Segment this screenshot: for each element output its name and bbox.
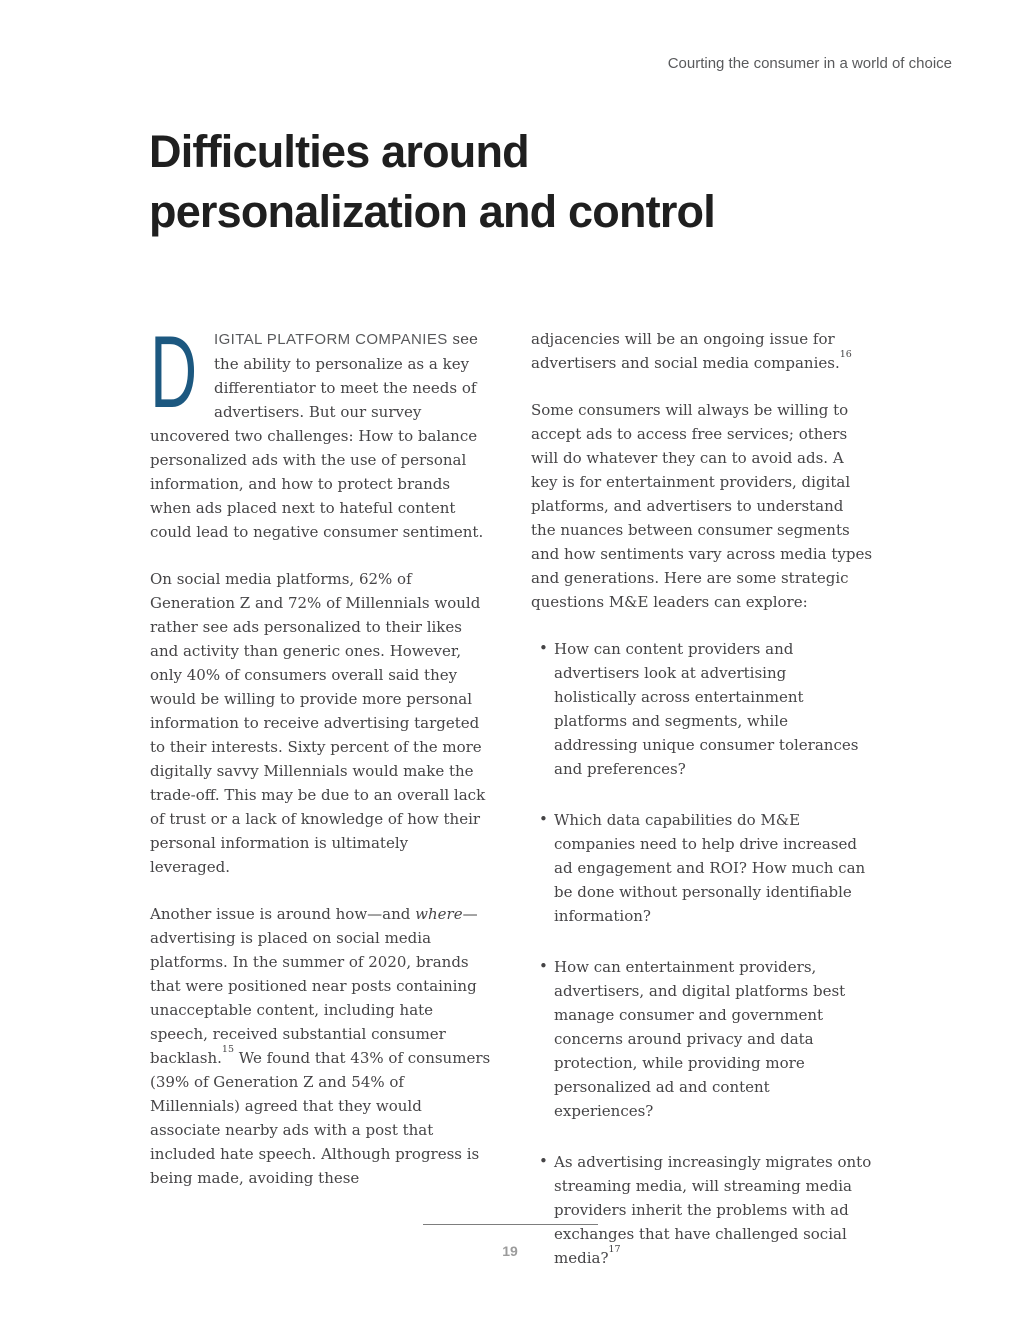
page-title [149,122,715,242]
paragraph-text: —advertising is placed on social media platforms. In the summer of 2020, brands that were positioned near posts containing unacceptable content, including hate speech, received substantial consumer backlash. [150,905,478,1067]
paragraph-intro [150,315,491,544]
drop-cap-letter: D [150,315,198,429]
paragraph: On social media platforms, 62% of Generation Z and 72% of Millennials would rather see ads personalized to their likes and activity than generic ones. However, only 40% of consumers overall said they would be willing to provide more personal information to receive advertising targeted to their interests. Sixty percent of the more digitally savvy Millennials would make the trade-off. This may be due to an overall lack of trust or a lack of knowledge of how their personal information is ultimately leveraged. [150,570,486,876]
lead-in-caps: IGITAL PLATFORM COMPANIES [214,331,448,348]
bullet-item [531,808,872,928]
paragraph-text: Another issue is around how—and [150,905,416,923]
bullet-text: How can entertainment providers, advertisers, and digital platforms best manage consumer and government concerns around privacy and data protection, while providing more personalized ad and content experiences? [554,958,846,1120]
page-number: 19 [502,1243,518,1259]
strategic-questions-list [531,637,872,1270]
left-column [150,315,491,1297]
bullet-text: How can content providers and advertisers look at advertising holistically across entertainment platforms and segments, while addressing unique consumer tolerances and preferences? [554,640,859,778]
bullet-text: As advertising increasingly migrates onto streaming media, will streaming media providers inherit the problems with ad exchanges that have challenged social media? [554,1153,872,1267]
title-line-1: Difficulties around [149,126,529,177]
title-line-2: personalization and control [149,186,715,237]
paragraph [150,902,491,1190]
bullet-item [531,955,872,1123]
bullet-text: Which data capabilities do M&E companies need to help drive increased ad engagement and ROI? How much can be done without personally identifiable information? [554,811,866,925]
footnote-ref-15: 15 [221,1044,234,1055]
right-column [531,327,872,1297]
paragraph [531,327,872,375]
drop-cap [150,315,208,429]
footnote-ref-16: 16 [839,349,852,360]
paragraph: Some consumers will always be willing to accept ads to access free services; others will do whatever they can to avoid ads. A key is for entertainment providers, digital platforms, and advertisers to understand the nuances between consumer segments and how sentiments vary across media types and generations. Here are some strategic questions M&E leaders can explore: [531,401,873,611]
bullet-item [531,637,872,781]
italic-word: where [415,905,463,923]
footer-divider [423,1224,598,1225]
paragraph-text: We found that 43% of consumers (39% of Generation Z and 54% of Millennials) agreed that they would associate nearby ads with a post that included hate speech. Although progress is being made, avoiding these [150,1049,491,1187]
footnote-ref-17: 17 [608,1244,621,1255]
paragraph-text: adjacencies will be an ongoing issue for advertisers and social media companies. [531,330,840,372]
running-header: Courting the consumer in a world of choice [667,55,952,72]
paragraph-text: see the ability to personalize as a key differentiator to meet the needs of advertisers. But our survey uncovered two challenges: How to balance personalized ads with the use of personal information, and how to protect brands when ads placed next to hateful content could lead to negative consumer sentiment. [150,330,484,541]
two-column-body [150,315,873,1297]
